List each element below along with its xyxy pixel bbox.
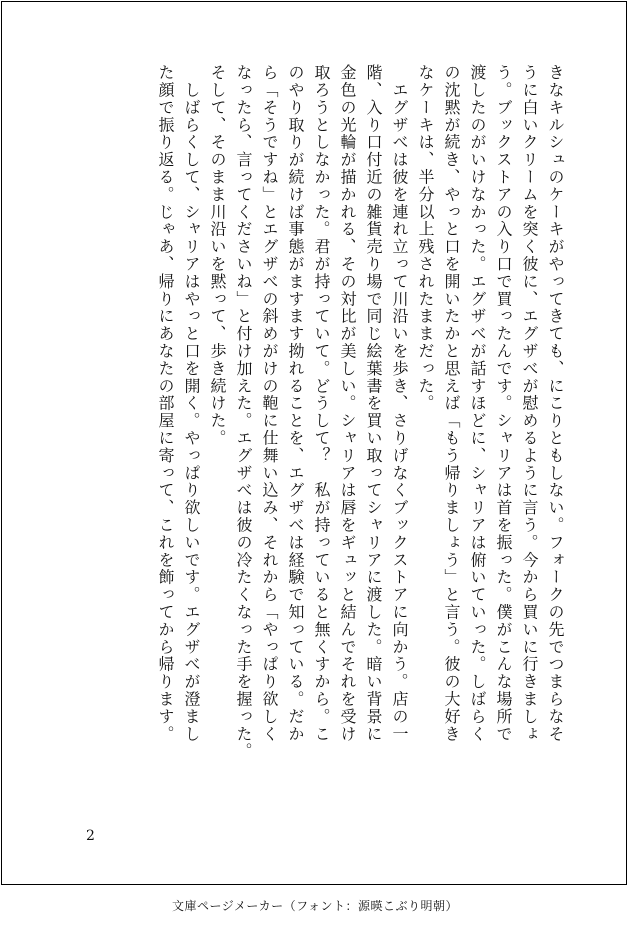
- text-line: なったら、言ってくださいね」と付け加えた。エグザべは彼の冷たくなった手を握った。: [234, 64, 253, 760]
- text-line: そして、そのまま川沿いを黙って、歩き続けた。: [208, 64, 227, 447]
- text-line: なケーキは、半分以上残されたままだった。: [416, 64, 435, 412]
- text-line: た顔で振り返る。じゃあ、帰りにあなたの部屋に寄って、これを飾ってから帰ります。: [156, 64, 175, 743]
- text-line: しばらくして、シャリアはやっと口を開く。やっぱり欲しいです。エグザべが澄まし: [182, 64, 201, 743]
- text-line: うに白いクリームを突く彼に、エグザべが慰めるように言う。今から買いに行きましょ: [520, 64, 539, 743]
- text-line: 金色の光輪が描かれる、その対比が美しい。シャリアは唇をギュッと結んでそれを受け: [338, 64, 357, 743]
- text-line: 取ろうとしなかった。君が持っていて。どうして？ 私が持っていると無くすから。こ: [312, 64, 331, 743]
- text-line: 階、入り口付近の雑貨売り場で同じ絵葉書を買い取ってシャリアに渡した。暗い背景に: [364, 64, 383, 743]
- page-number: 2: [86, 828, 95, 844]
- footer-caption: 文庫ページメーカー（フォント：源暎こぶり明朝）: [171, 899, 459, 913]
- text-line: のやり取りが続けば事態がますます拗れることを、エグザべは経験で知っている。だか: [286, 64, 305, 743]
- text-line: ら「そうですね」とエグザべの斜めがけの鞄に仕舞い込み、それから「やっぱり欲しく: [260, 64, 279, 743]
- text-line: きなキルシュのケーキがやってきても、にこりともしない。フォークの先でつまらなそ: [546, 64, 565, 743]
- text-line: う。ブックストアの入り口で買ったんです。シャリアは首を振った。僕がこんな場所で: [494, 64, 513, 743]
- text-line: 渡したのがいけなかった。エグザべが話すほどに、シャリアは俯いていった。しばらく: [468, 64, 487, 743]
- vertical-text-body: [72, 64, 568, 804]
- text-line: エグザべは彼を連れ立って川沿いを歩き、さりげなくブックストアに向かう。店の一: [390, 64, 409, 743]
- text-line: の沈黙が続き、やっと口を開いたかと思えば「もう帰りましょう」と言う。彼の大好き: [442, 64, 461, 743]
- page-frame: [1, 1, 627, 885]
